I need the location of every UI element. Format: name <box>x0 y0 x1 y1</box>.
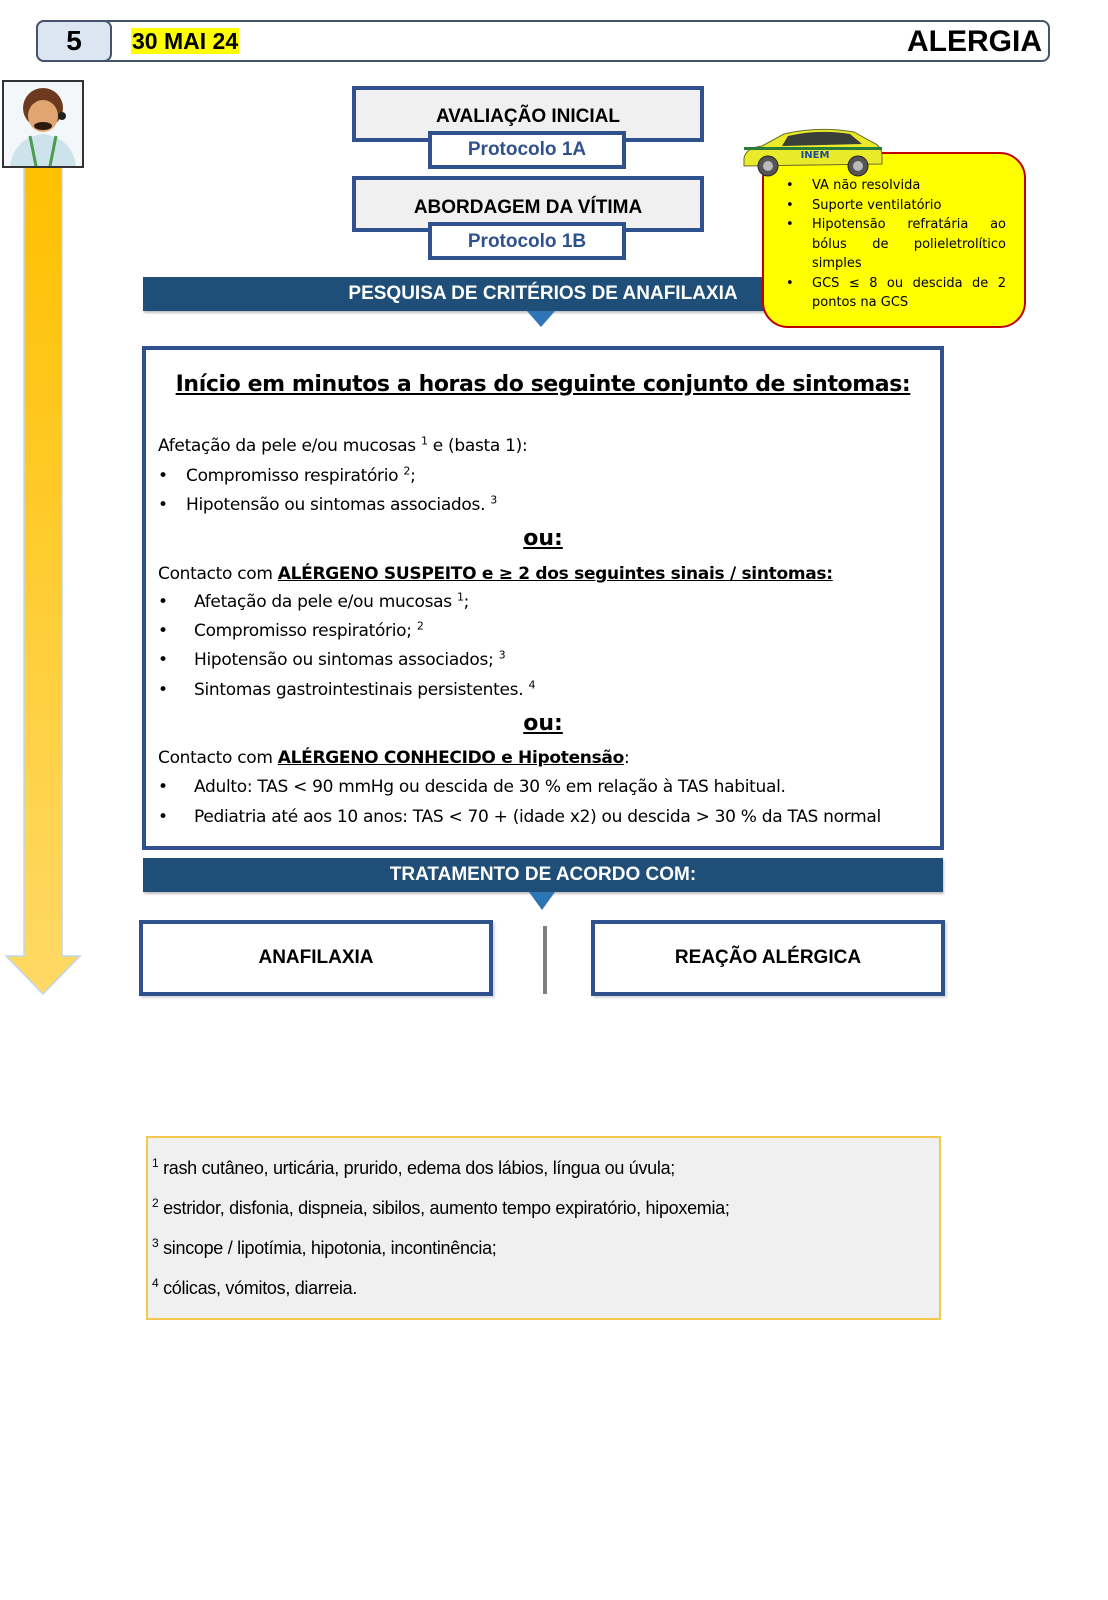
anaphylaxis-option[interactable] <box>139 920 493 996</box>
footnote: $^2$ estridor, disfonia, dispneia, sibilos, aumento tempo expiratório, hipoxemia; <box>152 1196 730 1218</box>
down-arrow-icon <box>529 892 555 910</box>
avatar <box>2 80 84 168</box>
inem-activation-criteria <box>762 152 1026 328</box>
criteria-block2-intro: Contacto com ALÉRGENO SUSPEITO e ≥ 2 dos seguintes sinais / sintomas: <box>158 564 833 584</box>
or-separator: ou: <box>523 526 563 551</box>
criteria-block3-intro: Contacto com ALÉRGENO CONHECIDO e Hipotensão: <box>158 748 630 768</box>
divider <box>543 926 547 994</box>
inem-criterion: • VA não resolvida <box>784 176 1006 196</box>
revision-date: 30 MAI 24 <box>132 28 239 54</box>
treatment-label: TRATAMENTO DE ACORDO COM: <box>389 864 697 885</box>
anaphylaxis-criteria-box: Início em minutos a horas do seguinte conjunto de sintomas: Afetação da pele e/ou mucosas $^1$ e (basta 1): • Compromisso respiratório $^2$; • Hipotensão ou sintomas associados. $^3$ ou: Contacto com ALÉRGENO SUSPEITO e ≥ 2 dos seguintes sinais / sintomas: • Afetação da pele e/ou mucosas $^1$; • Compromisso respiratório; $^2$ • Hipotensão ou sintomas associados; $^3$ • Sintomas gastrointestinais persistentes. $^4$ ou: Contacto com ALÉRGENO CONHECIDO e Hipotensão: • Adulto: TAS < 90 mmHg ou descida de 30 % em relação à TAS habitual. • Pediatria até aos 10 anos: TAS < 70 + (idade x2) ou descida > 30 % da TAS normal <box>142 346 944 850</box>
footnote: $^3$ sincope / lipotímia, hipotonia, incontinência; <box>152 1236 497 1258</box>
or-separator: ou: <box>523 711 563 736</box>
protocol-1a-link[interactable]: Protocolo 1A <box>428 131 626 169</box>
timeline-arrow-icon <box>4 166 84 996</box>
footnote: $^4$ cólicas, vómitos, diarreia. <box>152 1276 358 1298</box>
doctor-icon <box>4 82 82 166</box>
footnote: $^1$ rash cutâneo, urticária, prurido, edema dos lábios, língua ou úvula; <box>152 1156 675 1178</box>
anaphylaxis-criteria-label: PESQUISA DE CRITÉRIOS DE ANAFILAXIA <box>348 283 738 304</box>
anaphylaxis-label: ANAFILAXIA <box>258 947 374 968</box>
initial-assessment-title: AVALIAÇÃO INICIAL <box>435 106 620 127</box>
victim-approach-title: ABORDAGEM DA VÍTIMA <box>413 197 643 218</box>
inem-label: INEM <box>800 150 830 161</box>
treatment-band <box>143 858 943 892</box>
inem-criteria-list <box>784 176 1006 313</box>
allergic-reaction-option[interactable] <box>591 920 945 996</box>
inem-criterion: • Suporte ventilatório <box>784 196 1006 216</box>
allergic-reaction-label: REAÇÃO ALÉRGICA <box>674 947 862 968</box>
inem-criterion: • GCS ≤ 8 ou descida de 2 pontos na GCS <box>784 274 1006 313</box>
criteria-heading: Início em minutos a horas do seguinte conjunto de sintomas: <box>175 372 911 397</box>
inem-criterion: • Hipotensão refratária ao bólus de polieletrolítico simples <box>784 215 1006 274</box>
page-number: 5 <box>36 20 112 62</box>
down-arrow-icon <box>527 311 555 327</box>
protocol-1b-link[interactable]: Protocolo 1B <box>428 222 626 260</box>
criteria-block1-intro: Afetação da pele e/ou mucosas $^1$ e (basta 1): <box>158 434 528 456</box>
page-header <box>36 20 1050 62</box>
footnotes-box <box>146 1136 941 1320</box>
page-title: ALERGIA <box>907 25 1042 58</box>
